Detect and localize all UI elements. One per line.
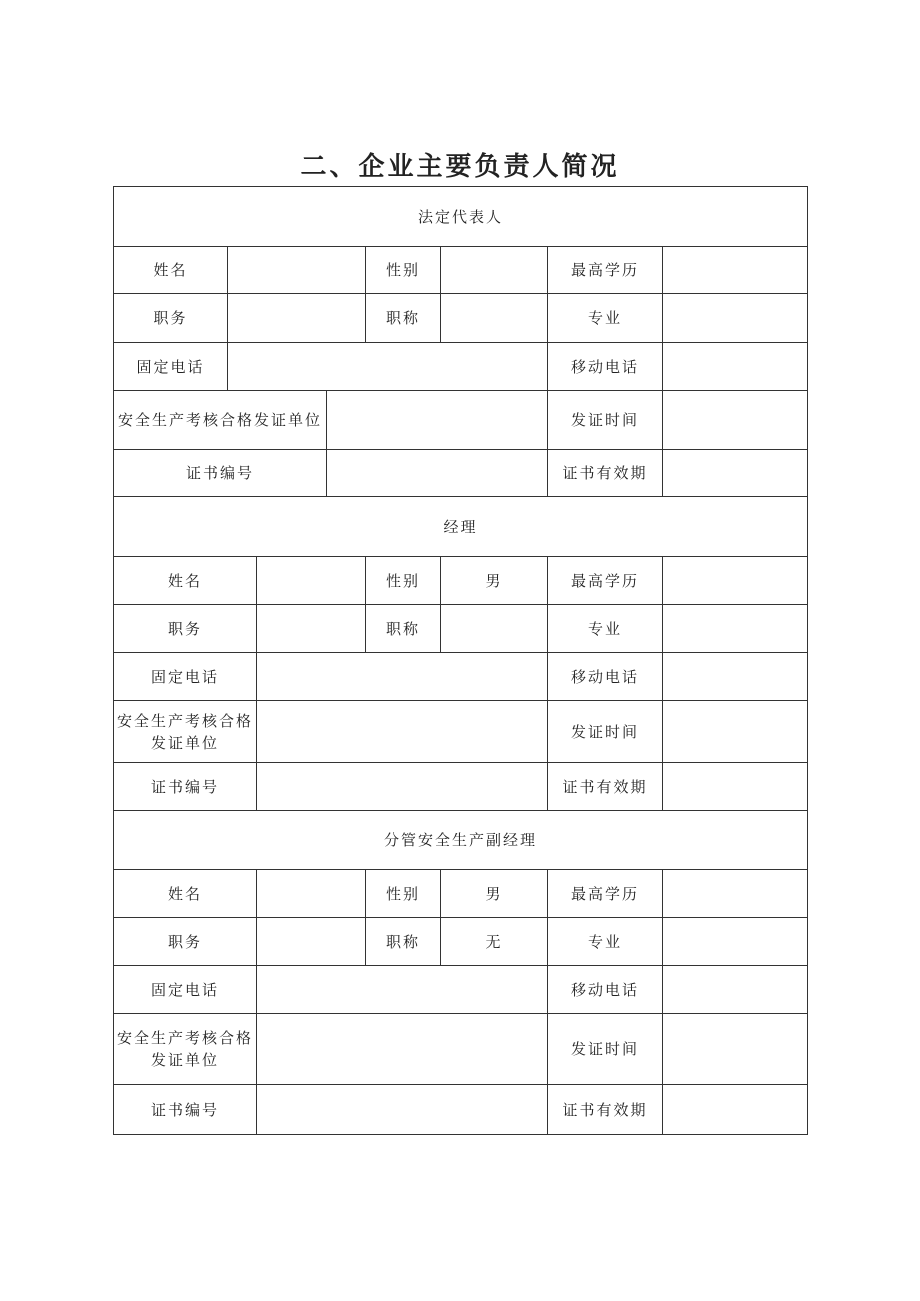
- field-major[interactable]: [663, 294, 808, 343]
- label-cert-unit: 安全生产考核合格发证单位: [114, 391, 327, 450]
- field-cert-unit[interactable]: [257, 701, 548, 763]
- label-cert-unit-line1: 安全生产考核合格: [116, 1029, 253, 1047]
- field-cert-time[interactable]: [663, 391, 808, 450]
- field-cert-validity[interactable]: [663, 763, 808, 811]
- field-cert-validity[interactable]: [663, 1085, 808, 1135]
- label-gender: 性别: [366, 870, 441, 918]
- field-gender[interactable]: [441, 247, 548, 294]
- label-title: 职称: [366, 294, 441, 343]
- label-cert-no: 证书编号: [114, 450, 327, 497]
- label-major: 专业: [548, 605, 663, 653]
- field-title[interactable]: [441, 605, 548, 653]
- section-header-manager: 经理: [114, 497, 808, 557]
- label-cert-time: 发证时间: [548, 391, 663, 450]
- field-cert-unit[interactable]: [257, 1014, 548, 1085]
- section-header-deputy-manager: 分管安全生产副经理: [114, 811, 808, 870]
- label-major: 专业: [548, 918, 663, 966]
- field-major[interactable]: [663, 605, 808, 653]
- label-name: 姓名: [114, 557, 257, 605]
- field-cert-time[interactable]: [663, 701, 808, 763]
- field-landline[interactable]: [257, 966, 548, 1014]
- label-mobile: 移动电话: [548, 966, 663, 1014]
- label-landline: 固定电话: [114, 966, 257, 1014]
- field-mobile[interactable]: [663, 966, 808, 1014]
- label-cert-unit: [114, 1014, 257, 1085]
- field-name[interactable]: [257, 557, 366, 605]
- field-major[interactable]: [663, 918, 808, 966]
- field-name[interactable]: [228, 247, 366, 294]
- label-cert-no: 证书编号: [114, 763, 257, 811]
- label-cert-time: 发证时间: [548, 1014, 663, 1085]
- label-cert-time: 发证时间: [548, 701, 663, 763]
- field-cert-time[interactable]: [663, 1014, 808, 1085]
- field-education[interactable]: [663, 247, 808, 294]
- section-header-legal-representative: 法定代表人: [114, 187, 808, 247]
- field-education[interactable]: [663, 557, 808, 605]
- field-mobile[interactable]: [663, 653, 808, 701]
- label-name: 姓名: [114, 870, 257, 918]
- label-cert-validity: 证书有效期: [548, 1085, 663, 1135]
- label-title: 职称: [366, 605, 441, 653]
- field-cert-unit[interactable]: [327, 391, 548, 450]
- field-title[interactable]: [441, 294, 548, 343]
- label-cert-unit-line1: 安全生产考核合格: [116, 711, 253, 730]
- label-education: 最高学历: [548, 870, 663, 918]
- field-landline[interactable]: [228, 343, 548, 391]
- label-landline: 固定电话: [114, 343, 228, 391]
- label-cert-validity: 证书有效期: [548, 763, 663, 811]
- field-landline[interactable]: [257, 653, 548, 701]
- field-gender[interactable]: 男: [441, 557, 548, 605]
- label-position: 职务: [114, 294, 228, 343]
- label-landline: 固定电话: [114, 653, 257, 701]
- label-education: 最高学历: [548, 557, 663, 605]
- label-name: 姓名: [114, 247, 228, 294]
- field-cert-no[interactable]: [257, 1085, 548, 1135]
- label-title: 职称: [366, 918, 441, 966]
- field-name[interactable]: [257, 870, 366, 918]
- field-cert-validity[interactable]: [663, 450, 808, 497]
- label-major: 专业: [548, 294, 663, 343]
- field-position[interactable]: [257, 605, 366, 653]
- field-cert-no[interactable]: [257, 763, 548, 811]
- label-mobile: 移动电话: [548, 653, 663, 701]
- principal-info-table: [113, 186, 808, 1135]
- label-mobile: 移动电话: [548, 343, 663, 391]
- label-position: 职务: [114, 605, 257, 653]
- label-cert-unit-line2: 发证单位: [150, 733, 219, 752]
- field-position[interactable]: [228, 294, 366, 343]
- field-title[interactable]: 无: [441, 918, 548, 966]
- label-education: 最高学历: [548, 247, 663, 294]
- label-gender: 性别: [366, 247, 441, 294]
- label-cert-unit-line2: 发证单位: [150, 1051, 219, 1069]
- field-education[interactable]: [663, 870, 808, 918]
- field-cert-no[interactable]: [327, 450, 548, 497]
- label-cert-validity: 证书有效期: [548, 450, 663, 497]
- label-position: 职务: [114, 918, 257, 966]
- field-mobile[interactable]: [663, 343, 808, 391]
- field-gender[interactable]: 男: [441, 870, 548, 918]
- label-cert-no: 证书编号: [114, 1085, 257, 1135]
- field-position[interactable]: [257, 918, 366, 966]
- label-cert-unit: [114, 701, 257, 763]
- page-title: 二、企业主要负责人简况: [300, 152, 620, 182]
- label-gender: 性别: [366, 557, 441, 605]
